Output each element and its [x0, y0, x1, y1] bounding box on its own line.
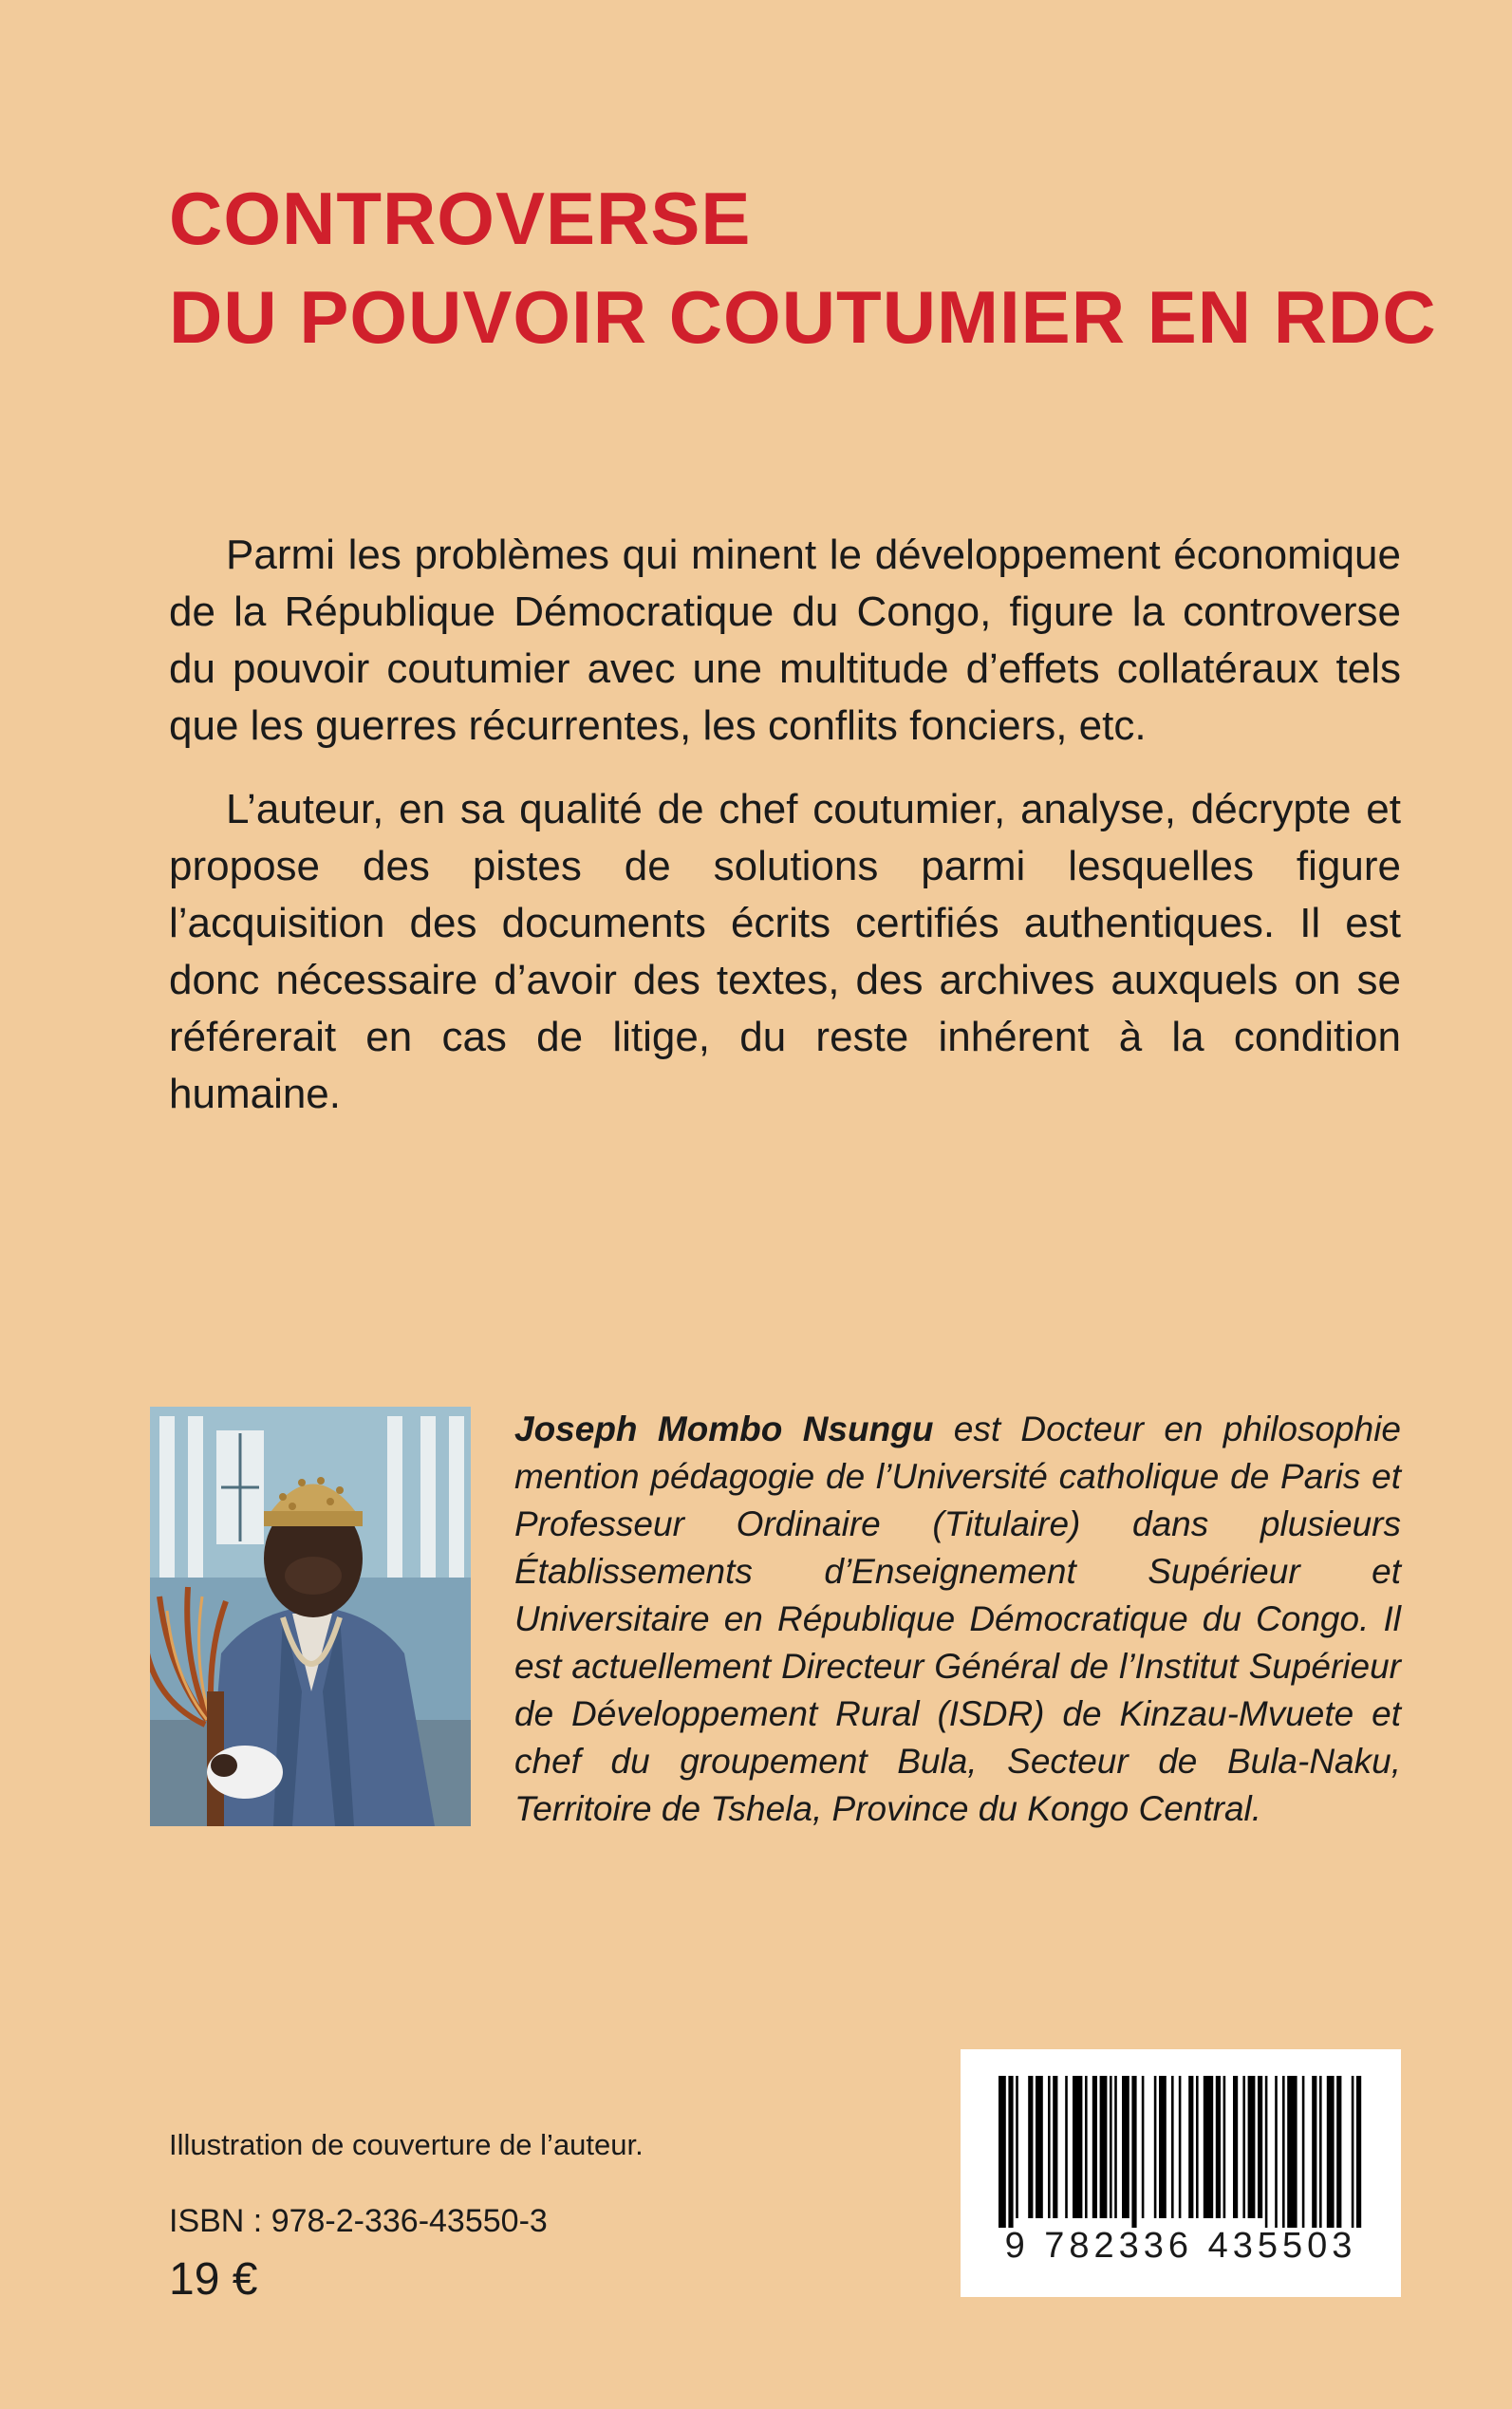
title-line-2: DU POUVOIR COUTUMIER EN RDC — [169, 275, 1437, 359]
blurb-paragraph-2: L’auteur, en sa qualité de chef coutumier, analyse, décrypte et propose des pistes de solutions parmi lesquelles figure l’acquisition des documents écrits certifiés authentiques. Il est donc nécessaire d’avoir des textes, des archives auxquels on se référerait en cas de litige, du reste inhérent à la condition humaine. — [169, 786, 1401, 1117]
illustration-credit: Illustration de couverture de l’auteur. — [169, 2128, 644, 2161]
blurb — [169, 527, 1401, 1149]
author-bio-text: est Docteur en philosophie mention pédagogie de l’Université catholique de Paris et Professeur Ordinaire (Titulaire) dans plusieurs Établissements d’Enseignement Supérieur et Universitaire en République Démocratique du Congo. Il est actuellement Directeur Général de l’Institut Supérieur de Développement Rural (ISDR) de Kinzau-Mvuete et chef du groupement Bula, Secteur de Bula-Naku, Territoire de Tshela, Province du Kongo Central. — [514, 1410, 1401, 1828]
blurb-paragraph-1: Parmi les problèmes qui minent le développement économique de la République Démocratique du Congo, figure la controverse du pouvoir coutumier avec une multitude d’effets collatéraux tels que les guerres récurrentes, les conflits fonciers, etc. — [169, 532, 1401, 749]
barcode — [961, 2049, 1401, 2297]
book-title — [169, 169, 1437, 366]
title-line-1: CONTROVERSE — [169, 177, 752, 260]
price: 19 € — [169, 2254, 258, 2305]
author-bio — [514, 1406, 1401, 1833]
isbn: ISBN : 978-2-336-43550-3 — [169, 2203, 548, 2239]
author-name: Joseph Mombo Nsungu — [514, 1410, 934, 1448]
barcode-digits: 9 782336 435503 — [1004, 2226, 1357, 2266]
barcode-icon — [961, 2049, 1401, 2230]
author-photo — [150, 1407, 471, 1826]
